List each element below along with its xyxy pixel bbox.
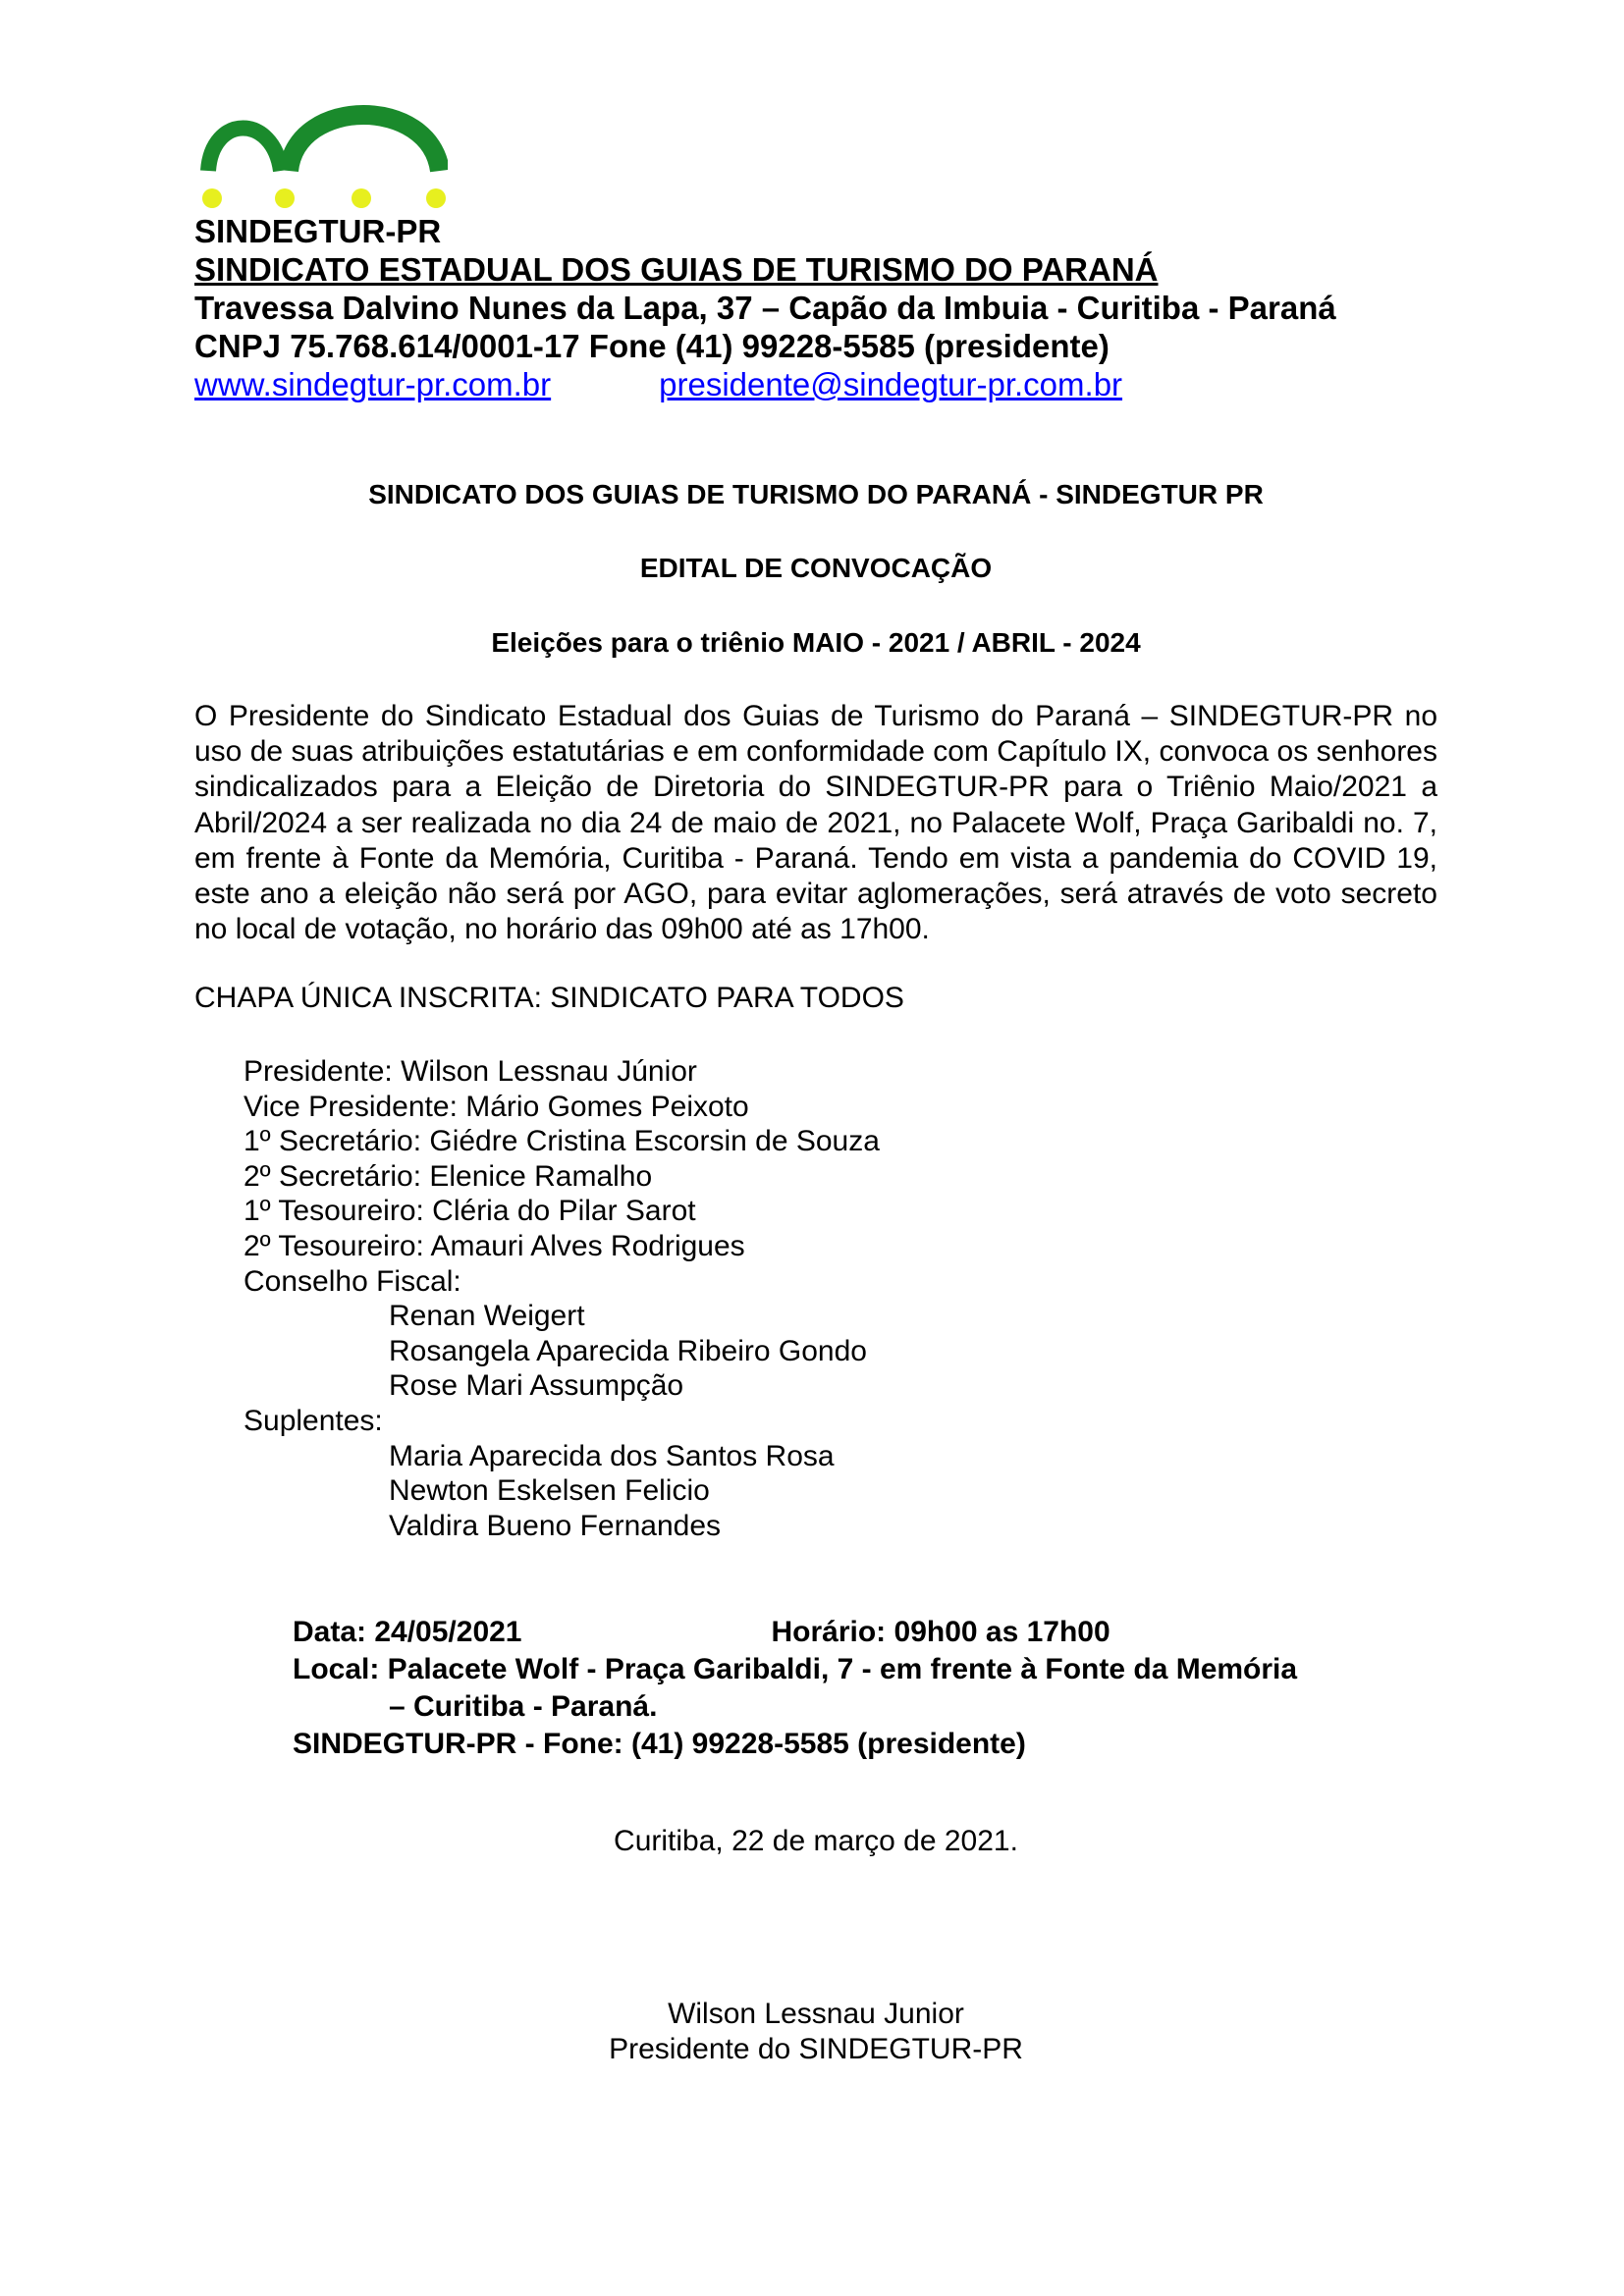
logo-arc-large: [289, 115, 440, 171]
signer-name: Wilson Lessnau Junior: [668, 1998, 964, 2030]
org-acronym: SINDEGTUR-PR: [194, 213, 442, 249]
election-date: Data: 24/05/2021: [293, 1616, 522, 1648]
member-position: Presidente: Wilson Lessnau Júnior: [244, 1055, 697, 1088]
member-position: 2º Secretário: Elenice Ramalho: [244, 1159, 653, 1193]
organization-heading: SINDICATO DOS GUIAS DE TURISMO DO PARANÁ - SINDEGTUR PR: [368, 479, 1264, 509]
election-details: [293, 1614, 1297, 1763]
org-cnpj-phone: CNPJ 75.768.614/0001-17 Fone (41) 99228-5585 (presidente): [194, 328, 1110, 364]
logo-dot: [202, 188, 222, 208]
suplentes-label: Suplentes:: [244, 1404, 383, 1437]
chapa-title: CHAPA ÚNICA INSCRITA: SINDICATO PARA TODOS: [194, 982, 904, 1014]
member-position: Vice Presidente: Mário Gomes Peixoto: [244, 1090, 749, 1123]
suplente-member: Maria Aparecida dos Santos Rosa: [389, 1439, 835, 1472]
logo-dot: [352, 188, 371, 208]
election-location-cont: – Curitiba - Paraná.: [389, 1690, 658, 1723]
fiscal-member: Renan Weigert: [389, 1300, 585, 1333]
place-date: Curitiba, 22 de março de 2021.: [614, 1825, 1018, 1857]
member-position: 1º Secretário: Giédre Cristina Escorsin de Souza: [244, 1125, 880, 1158]
document-title: EDITAL DE CONVOCAÇÃO: [639, 553, 993, 583]
signer-role: Presidente do SINDEGTUR-PR: [609, 2033, 1023, 2065]
org-full-name: SINDICATO ESTADUAL DOS GUIAS DE TURISMO DO PARANÁ: [194, 251, 1159, 288]
election-contact: SINDEGTUR-PR - Fone: (41) 99228-5585 (presidente): [293, 1728, 1026, 1760]
suplente-member: Newton Eskelsen Felicio: [389, 1474, 710, 1508]
suplente-member: Valdira Bueno Fernandes: [389, 1509, 721, 1542]
member-position: 1º Tesoureiro: Cléria do Pilar Sarot: [244, 1195, 696, 1228]
members-list: [244, 1054, 880, 1543]
signature-block: [194, 1997, 1437, 2067]
fiscal-member: Rose Mari Assumpção: [389, 1369, 684, 1403]
email-link[interactable]: presidente@sindegtur-pr.com.br: [659, 366, 1123, 402]
convocation-paragraph: O Presidente do Sindicato Estadual dos Guias de Turismo do Paraná – SINDEGTUR-PR no uso de suas atribuições estatutárias e em conformidade com Capítulo IX, convoca os senhores sindicalizados para a Eleição de Diretoria do SINDEGTUR-PR para o Triênio Maio/2021 a Abril/2024 a ser realizada no dia 24 de maio de 2021, no Palacete Wolf, Praça Garibaldi no. 7, em frente à Fonte da Memória, Curitiba - Paraná. Tendo em vista a pandemia do COVID 19, este ano a eleição não será por AGO, para evitar aglomerações, será através de voto secreto no local de votação, no horário das 09h00 até as 17h00.: [194, 700, 1437, 946]
document-subtitle: Eleições para o triênio MAIO - 2021 / ABRIL - 2024: [491, 627, 1141, 658]
logo-arc-small: [208, 129, 281, 172]
logo-dot: [426, 188, 446, 208]
fiscal-label: Conselho Fiscal:: [244, 1264, 461, 1298]
election-location: Local: Palacete Wolf - Praça Garibaldi, 7 - em frente à Fonte da Memória: [293, 1653, 1298, 1685]
member-position: 2º Tesoureiro: Amauri Alves Rodrigues: [244, 1229, 745, 1262]
letterhead: [194, 212, 1432, 403]
logo-dot: [275, 188, 295, 208]
date-time-line: [293, 1614, 1297, 1651]
fiscal-member: Rosangela Aparecida Ribeiro Gondo: [389, 1334, 867, 1367]
website-link[interactable]: www.sindegtur-pr.com.br: [194, 366, 552, 402]
sindegtur-logo-icon: [194, 104, 448, 210]
org-address: Travessa Dalvino Nunes da Lapa, 37 – Capão da Imbuia - Curitiba - Paraná: [194, 290, 1336, 326]
letterhead-links: [194, 365, 1432, 403]
election-time: Horário: 09h00 as 17h00: [771, 1616, 1110, 1648]
